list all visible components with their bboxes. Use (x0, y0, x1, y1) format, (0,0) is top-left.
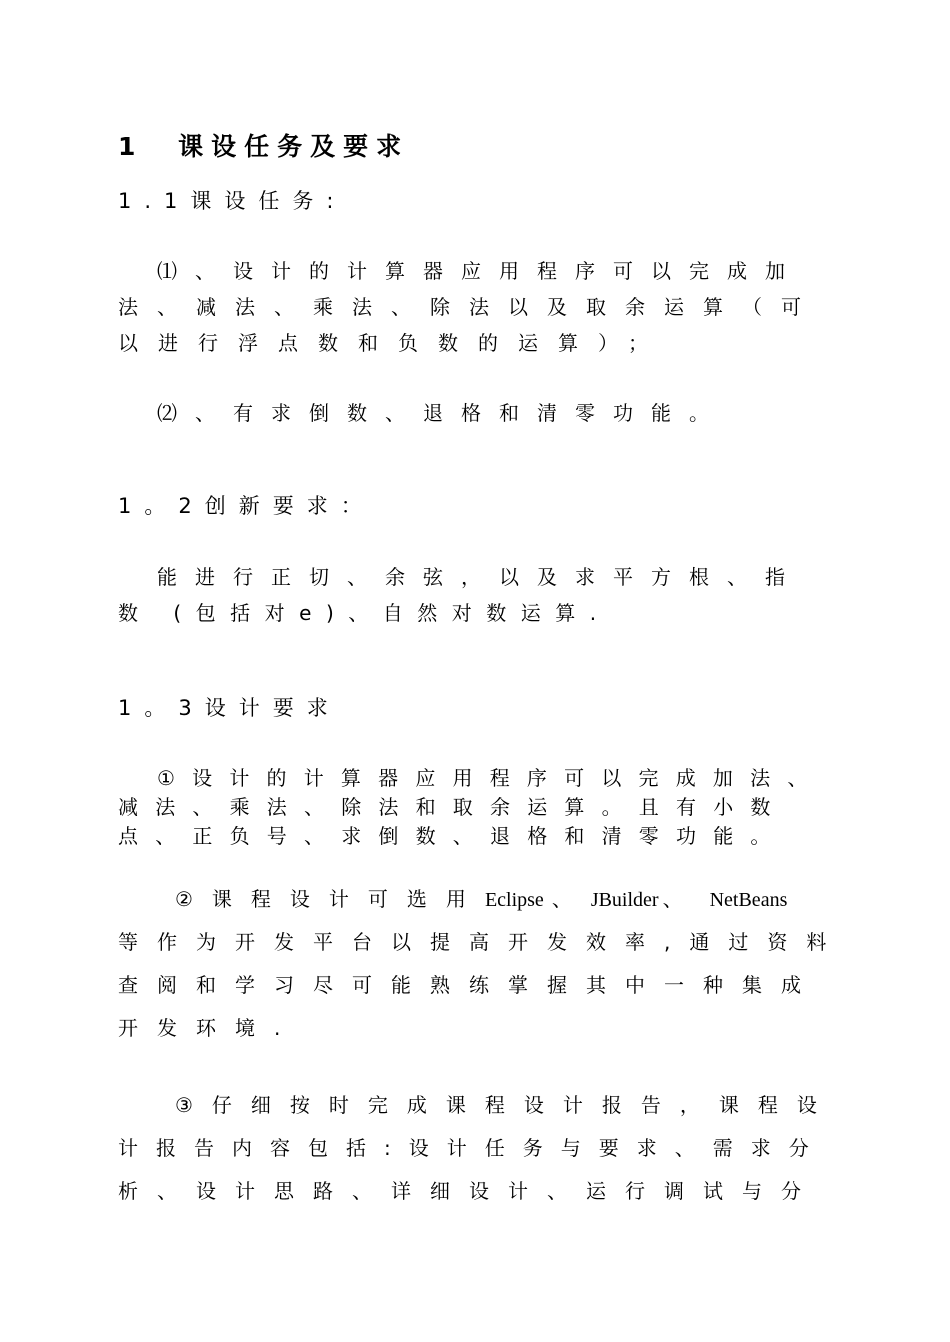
section-1-3-heading: 1。3设计要求 (118, 696, 341, 720)
task-item-1-line-1: ⑴、设计的计算器应用程序可以完成加 (157, 259, 803, 283)
design-item-2-line-4: 开发环境. (118, 1016, 300, 1040)
design-item-3-line-3: 析、设计思路、详细设计、运行调试与分 (118, 1179, 820, 1203)
design-item-2-sep-1: 、 (551, 887, 591, 911)
design-item-2-eclipse: Eclipse (484, 889, 544, 911)
design-item-2-jbuilder: JBuilder (590, 889, 659, 911)
design-item-2-line-3: 查阅和学习尽可能熟练掌握其中一种集成 (118, 973, 820, 997)
design-item-2-text-a: ②课程设计可选用 (175, 887, 485, 911)
design-item-3-line-2: 计报告内容包括:设计任务与要求、需求分 (118, 1136, 827, 1160)
design-item-2-sep-2: 、 (662, 887, 702, 911)
section-1-1-heading: 1.1课设任务: (118, 189, 347, 213)
design-item-3-line-1: ③仔细按时完成课程设计报告，课程设 (175, 1093, 836, 1117)
design-item-1-line-3: 点、正负号、求倒数、退格和清零功能。 (118, 824, 788, 848)
section-1-heading: 1 课设任务及要求 (118, 132, 410, 161)
design-item-2-line-2: 等作为开发平台以提高开发效率,通过资料 (118, 930, 846, 954)
design-item-2-line-1 (175, 887, 787, 912)
task-item-1-line-2: 法、减法、乘法、除法以及取余运算（可 (118, 295, 820, 319)
innovation-line-2: 数 (包括对e)、自然对数运算. (118, 601, 611, 625)
task-item-2: ⑵、有求倒数、退格和清零功能。 (157, 401, 727, 425)
design-item-1-line-2: 减法、乘法、除法和取余运算。且有小数 (118, 795, 788, 819)
section-1-2-heading: 1。2创新要求： (118, 494, 375, 518)
task-item-1-line-3: 以进行浮点数和负数的运算）； (118, 331, 668, 355)
design-item-2-netbeans: NetBeans (709, 889, 788, 911)
design-item-1-line-1: ①设计的计算器应用程序可以完成加法、 (157, 766, 825, 790)
innovation-line-1: 能进行正切、余弦，以及求平方根、指 (157, 565, 803, 589)
